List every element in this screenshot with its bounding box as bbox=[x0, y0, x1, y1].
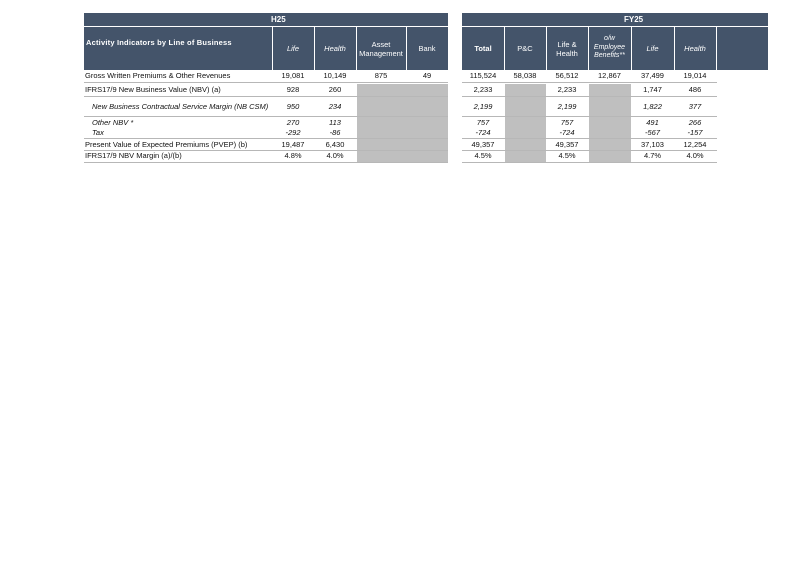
cell: 12,867 bbox=[598, 71, 621, 80]
row-rule bbox=[84, 96, 448, 97]
cell: 4.5% bbox=[474, 151, 492, 160]
col-header-life-health: Life & Health bbox=[556, 40, 578, 58]
cell: 37,103 bbox=[641, 140, 664, 149]
cell: 56,512 bbox=[555, 71, 579, 80]
cell: 49,357 bbox=[471, 140, 495, 149]
cell: 115,524 bbox=[469, 71, 497, 80]
cell: 486 bbox=[688, 85, 702, 94]
cell: 49 bbox=[422, 71, 432, 80]
col-header-life: Life bbox=[646, 44, 659, 53]
cell: 875 bbox=[374, 71, 388, 80]
col-header-health: Health bbox=[684, 44, 706, 53]
cell: 757 bbox=[476, 118, 490, 127]
cell: 58,038 bbox=[513, 71, 537, 80]
cell: 1,747 bbox=[643, 85, 662, 94]
cell: 270 bbox=[286, 118, 300, 127]
cell: 6,430 bbox=[325, 140, 345, 149]
cell: 4.7% bbox=[643, 151, 662, 160]
period-right-label: FY25 bbox=[624, 15, 644, 24]
row-rule bbox=[84, 82, 448, 83]
row-rule bbox=[462, 116, 717, 117]
cell: 1,822 bbox=[643, 102, 662, 111]
cell: 49,357 bbox=[555, 140, 579, 149]
cell: 2,233 bbox=[557, 85, 577, 94]
row-label-tax: Tax bbox=[92, 128, 104, 137]
cell: -292 bbox=[285, 128, 301, 137]
cell: 4.5% bbox=[558, 151, 576, 160]
row-rule bbox=[462, 138, 717, 139]
cell: 260 bbox=[328, 85, 342, 94]
row-rule bbox=[462, 96, 717, 97]
period-left-underline bbox=[84, 26, 448, 27]
period-left-label: H25 bbox=[271, 15, 286, 24]
cell: 19,014 bbox=[683, 71, 707, 80]
cell: 19,487 bbox=[281, 140, 305, 149]
row-label-nb-csm: New Business Contractual Service Margin (NB CSM) bbox=[92, 102, 269, 111]
cell: -157 bbox=[687, 128, 703, 137]
cell: 928 bbox=[286, 85, 300, 94]
row-label-nbv-margin: IFRS17/9 NBV Margin (a)/(b) bbox=[85, 151, 182, 160]
table-title: Activity Indicators by Line of Business bbox=[86, 38, 232, 47]
cell: 2,233 bbox=[473, 85, 493, 94]
col-header-total: Total bbox=[474, 44, 492, 53]
cell: -724 bbox=[559, 128, 575, 137]
row-label-pvep: Present Value of Expected Premiums (PVEP) (b) bbox=[85, 140, 248, 149]
cell: 234 bbox=[328, 102, 342, 111]
cell: 4.0% bbox=[686, 151, 704, 160]
row-rule bbox=[84, 162, 448, 163]
cell: 10,149 bbox=[323, 71, 347, 80]
cell: -567 bbox=[644, 128, 660, 137]
col-header-pc: P&C bbox=[517, 44, 533, 53]
cell: 113 bbox=[329, 118, 341, 127]
cell: 4.0% bbox=[326, 151, 344, 160]
col-header-bank: Bank bbox=[418, 44, 436, 53]
row-label-gwp: Gross Written Premiums & Other Revenues bbox=[85, 71, 231, 80]
cell: 37,499 bbox=[641, 71, 664, 80]
row-rule bbox=[462, 162, 717, 163]
col-header-health: Health bbox=[324, 44, 346, 53]
cell: 12,254 bbox=[683, 140, 707, 149]
cell: 950 bbox=[286, 102, 300, 111]
row-label-nbv: IFRS17/9 New Business Value (NBV) (a) bbox=[85, 85, 221, 94]
row-rule bbox=[462, 82, 717, 83]
col-header-life: Life bbox=[286, 44, 300, 53]
cell: -86 bbox=[329, 128, 341, 137]
cell: 4.8% bbox=[284, 151, 302, 160]
col-header-asset-management: Asset Management bbox=[359, 40, 403, 58]
cell: 491 bbox=[646, 118, 659, 127]
cell: -724 bbox=[475, 128, 491, 137]
period-right-underline bbox=[462, 26, 768, 27]
cell: 266 bbox=[688, 118, 702, 127]
cell: 757 bbox=[560, 118, 574, 127]
cell: 2,199 bbox=[473, 102, 493, 111]
header-divider bbox=[716, 27, 717, 70]
col-header-employee-benefits: o/w Employee Benefits** bbox=[593, 35, 626, 59]
row-rule bbox=[84, 116, 448, 117]
row-rule bbox=[84, 138, 448, 139]
cell: 19,081 bbox=[281, 71, 305, 80]
cell: 377 bbox=[688, 102, 702, 111]
row-label-other-nbv: Other NBV * bbox=[92, 118, 134, 127]
cell: 2,199 bbox=[557, 102, 577, 111]
